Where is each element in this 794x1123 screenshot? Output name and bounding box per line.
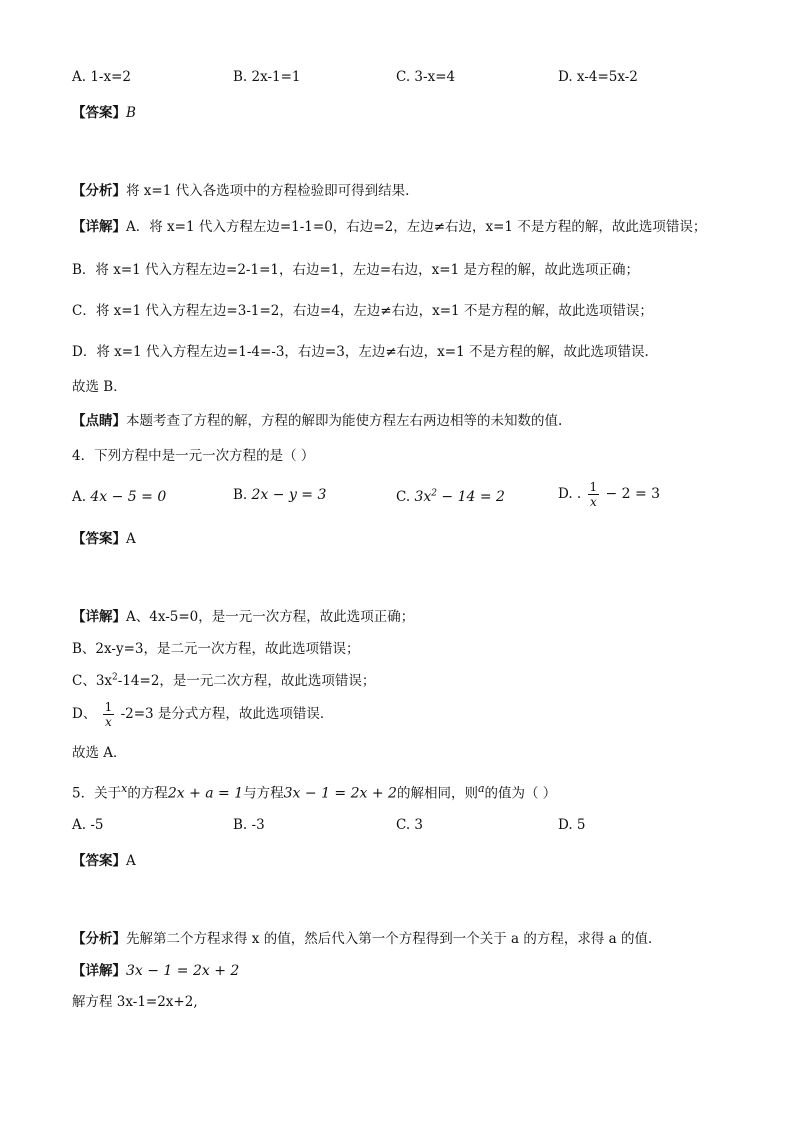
q5-option-b: B. -3 [233, 817, 265, 833]
detail-d-rest: -2=3 是分式方程，故此选项错误． [120, 706, 334, 722]
q3-option-b: B. 2x-1=1 [233, 69, 301, 85]
equation-1: 2x + a = 1 [167, 785, 244, 802]
q4-choose: 故选 A． [72, 745, 127, 761]
detail-c-rest: -14=2，是一元二次方程，故此选项错误； [117, 673, 376, 689]
fraction [588, 480, 600, 509]
equation-rest: − 14 = 2 [436, 489, 505, 505]
detail-tag: 【详解】 [72, 219, 126, 235]
q3-option-c: C. 3-x=4 [396, 69, 456, 85]
option-equation: − 2 = 3 [605, 486, 661, 502]
q4-option-d [558, 480, 660, 509]
stem-part: 与方程 [243, 785, 284, 802]
q3-comment [72, 412, 562, 430]
analysis-text: 将 x=1 代入各选项中的方程检验即可得到结果. [126, 183, 410, 199]
q3-detail-c: C．将 x=1 代入方程左边=3-1=2，右边=4，左边≠右边，x=1 不是方程的解，故此选项错误； [72, 303, 653, 319]
equation-2: 3x − 1 = 2x + 2 [283, 785, 397, 802]
answer-value: A [126, 531, 136, 547]
analysis-text: 先解第二个方程求得 x 的值，然后代入第一个方程得到一个关于 a 的方程，求得 a 的值． [126, 931, 662, 947]
option-equation: 2x − y = 3 [251, 487, 327, 503]
fraction-denominator: x [589, 495, 597, 509]
answer-tag: 【答案】 [72, 853, 126, 869]
q5-option-c: C. 3 [396, 817, 424, 833]
answer-tag: 【答案】 [72, 105, 126, 121]
q3-detail-b: B．将 x=1 代入方程左边=2-1=1，右边=1，左边=右边，x=1 是方程的解，故此选项正确； [72, 262, 639, 278]
detail-c-base: C、3x [72, 673, 113, 689]
answer-tag: 【答案】 [72, 531, 126, 547]
detail-tag: 【详解】 [72, 963, 126, 979]
q3-option-d: D. x-4=5x-2 [558, 69, 638, 85]
detail-c-exponent: 2 [112, 672, 118, 683]
q4-option-a [72, 488, 166, 506]
stem-part: 5．关于 [72, 785, 122, 802]
comment-text: 本题考查了方程的解，方程的解即为能使方程左右两边相等的未知数的值. [126, 413, 563, 429]
q4-detail-a [72, 608, 414, 626]
option-label: C. [396, 489, 411, 505]
fraction-numerator: 1 [589, 480, 598, 494]
stem-variable-a: a [477, 782, 485, 795]
q3-detail-d: D．将 x=1 代入方程左边=1-4=-3，右边=3，左边≠右边，x=1 不是方程的解，故此选项错误. [72, 344, 649, 360]
equation-exponent: 2 [431, 488, 437, 499]
detail-text: A．将 x=1 代入方程左边=1-1=0，右边=2，左边≠右边，x=1 不是方程的解，故此选项错误； [126, 219, 707, 235]
q4-detail-c [72, 672, 375, 690]
q5-detail [72, 962, 239, 980]
detail-d-label: D、 [72, 706, 97, 722]
q4-option-c [396, 488, 505, 506]
fraction [103, 700, 115, 729]
option-label: D. . [558, 486, 582, 502]
q3-choose: 故选 B． [72, 379, 127, 395]
comment-tag: 【点睛】 [72, 413, 126, 429]
q5-option-a: A. -5 [72, 817, 104, 833]
q4-detail-d [72, 700, 333, 729]
analysis-tag: 【分析】 [72, 183, 126, 199]
q5-solve: 解方程 3x-1=2x+2, [72, 994, 198, 1010]
detail-equation: 3x − 1 = 2x + 2 [126, 963, 240, 979]
q3-answer [72, 104, 136, 122]
answer-value: A [126, 853, 136, 869]
detail-text: A、4x-5=0，是一元一次方程，故此选项正确； [126, 609, 415, 625]
q3-option-a: A. 1-x=2 [72, 69, 131, 85]
stem-variable-x: x [121, 782, 128, 795]
fraction-numerator: 1 [104, 700, 113, 714]
q4-option-b [233, 486, 326, 504]
detail-tag: 【详解】 [72, 609, 126, 625]
option-label: B. [233, 487, 248, 503]
q4-answer [72, 530, 136, 548]
q5-option-d: D. 5 [558, 817, 586, 833]
stem-part: 的解相同，则 [396, 785, 478, 802]
stem-part: 的方程 [127, 785, 168, 802]
fraction-denominator: x [105, 715, 112, 729]
option-label: A. [72, 489, 87, 505]
analysis-tag: 【分析】 [72, 931, 126, 947]
answer-value: B [126, 105, 136, 121]
option-equation: 4x − 5 = 0 [90, 489, 167, 505]
equation-base: 3x [414, 489, 432, 505]
q4-detail-b: B、2x-y=3，是二元一次方程，故此选项错误； [72, 641, 360, 657]
q5-analysis [72, 930, 661, 948]
stem-part: 的值为（ ） [484, 785, 557, 802]
q3-detail-a [72, 218, 706, 236]
q3-analysis [72, 182, 409, 200]
option-equation [414, 489, 505, 505]
q5-answer [72, 852, 136, 870]
q5-stem [72, 780, 556, 803]
q4-stem: 4．下列方程中是一元一次方程的是（ ） [72, 448, 315, 464]
